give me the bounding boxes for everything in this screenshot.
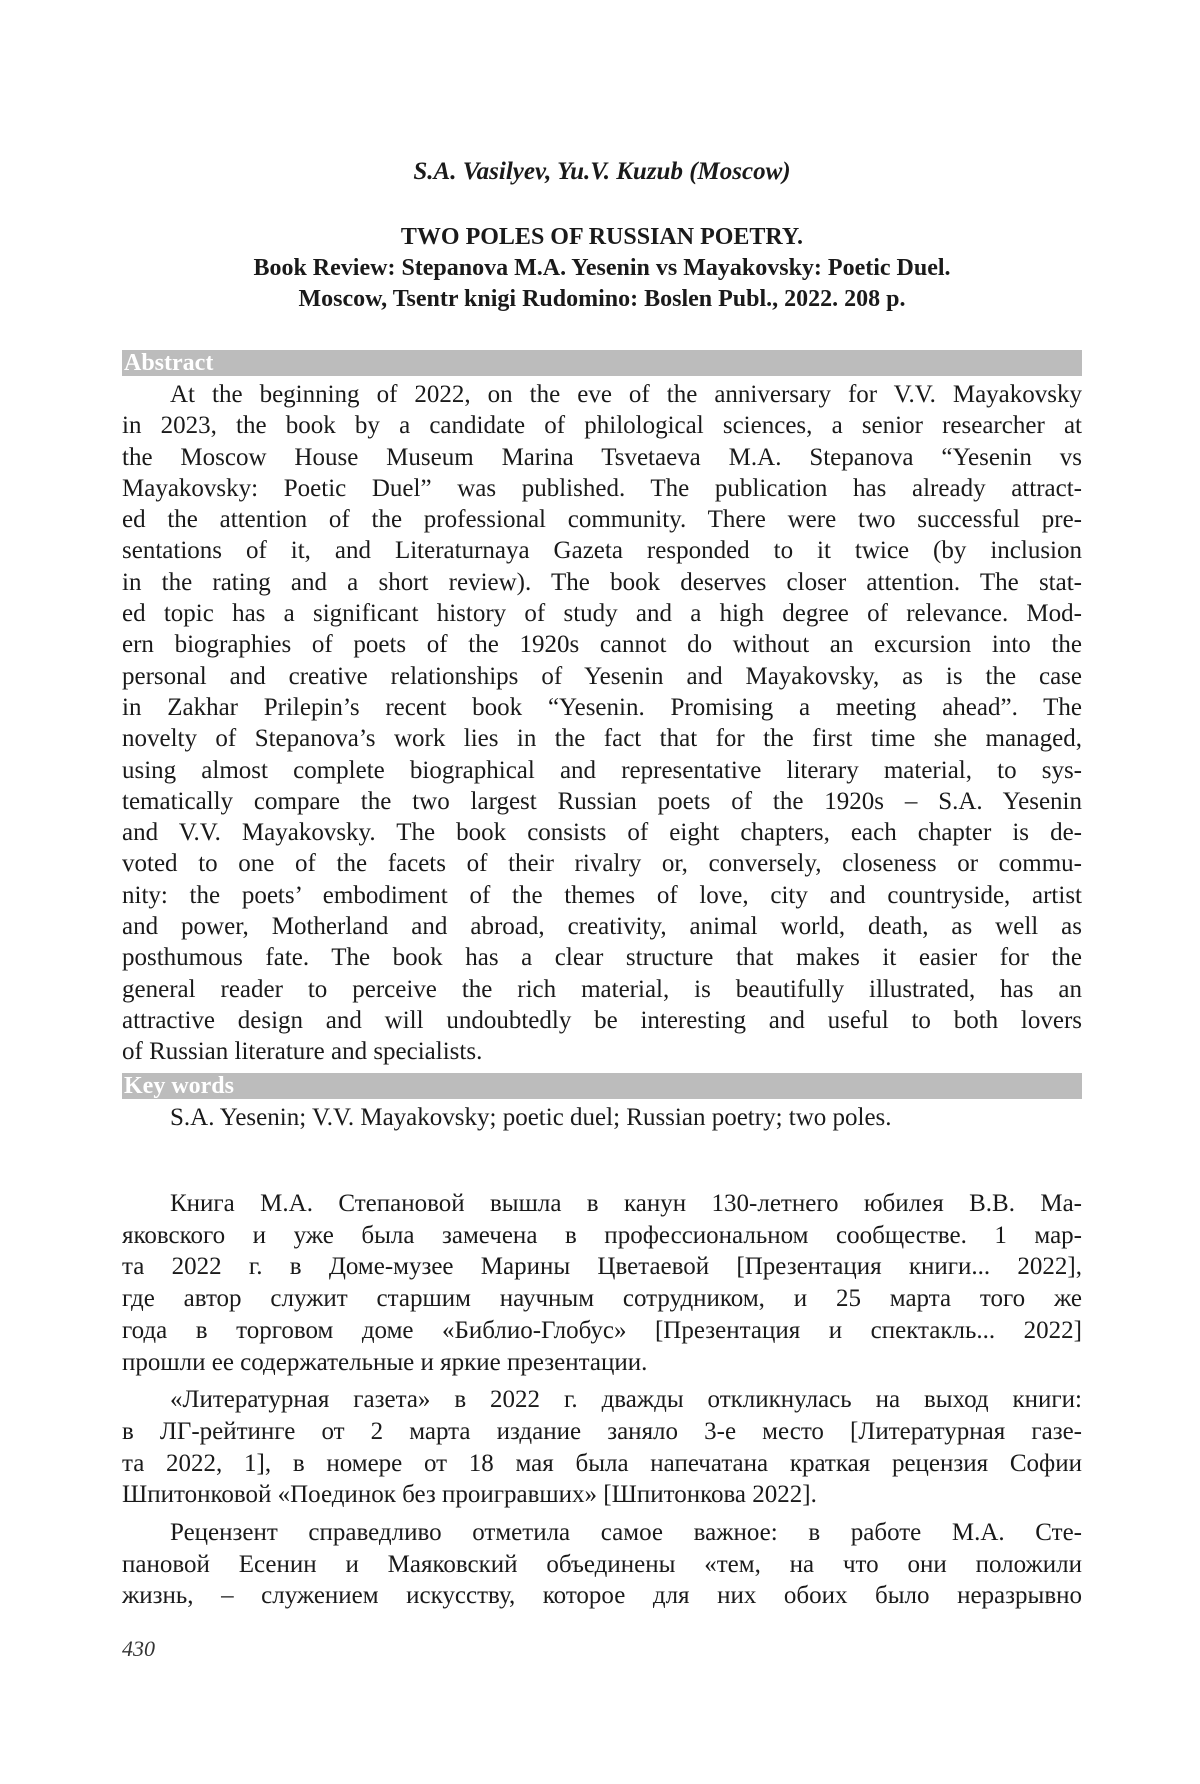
abstract-line: nity: the poets’ embodiment of the themes of love, city and countryside, artist — [122, 881, 1082, 909]
body-line: Шпитонковой «Поединок без проигравших» [Шпитонкова 2022]. — [122, 1481, 817, 1509]
abstract-line: personal and creative relationships of Yesenin and Mayakovsky, as is the case — [122, 662, 1082, 690]
article-authors: S.A. Vasilyev, Yu.V. Kuzub (Moscow) — [413, 158, 791, 185]
abstract-line: voted to one of the facets of their rivalry or, conversely, closeness or commu- — [122, 850, 1082, 878]
body-line: пановой Есенин и Маяковский объединены «тем, на что они положили — [122, 1550, 1082, 1578]
body-line: жизнь, – служением искусству, которое для них обоих было неразрывно — [122, 1582, 1082, 1610]
title-line: TWO POLES OF RUSSIAN POETRY. — [400, 224, 804, 250]
abstract-text — [122, 379, 1082, 1068]
abstract-line: and power, Motherland and abroad, creativity, animal world, death, as well as — [122, 913, 1082, 941]
body-line: яковского и уже была замечена в профессиональном сообществе. 1 мар- — [122, 1221, 1082, 1249]
abstract-line: attractive design and will undoubtedly be interesting and useful to both lovers — [122, 1006, 1082, 1034]
abstract-line: posthumous fate. The book has a clear structure that makes it easier for the — [122, 944, 1082, 972]
article-title — [122, 222, 1082, 315]
abstract-line: ed topic has a significant history of study and a high degree of relevance. Mod- — [122, 600, 1082, 628]
abstract-line: the Moscow House Museum Marina Tsvetaeva M.A. Stepanova “Yesenin vs — [122, 443, 1082, 471]
body-paragraph — [122, 1517, 1082, 1612]
keywords-text: S.A. Yesenin; V.V. Mayakovsky; poetic duel; Russian poetry; two poles. — [170, 1104, 892, 1131]
abstract-line: using almost complete biographical and representative literary material, to sys- — [122, 756, 1082, 784]
abstract-line: in Zakhar Prilepin’s recent book “Yesenin. Promising a meeting ahead”. The — [122, 693, 1082, 721]
page-number: 430 — [122, 1636, 155, 1661]
body-paragraph — [122, 1384, 1082, 1511]
abstract-line: At the beginning of 2022, on the eve of the anniversary for V.V. Mayakovsky — [170, 381, 1082, 408]
body-line: в ЛГ-рейтинге от 2 марта издание заняло 3-е место [Литературная газе- — [122, 1417, 1082, 1445]
title-line: Book Review: Stepanova M.A. Yesenin vs Mayakovsky: Poetic Duel. — [253, 255, 951, 281]
abstract-line: in 2023, the book by a candidate of philological sciences, a senior researcher at — [122, 412, 1082, 440]
abstract-line: novelty of Stepanova’s work lies in the fact that for the first time she managed, — [122, 725, 1082, 753]
abstract-line: Mayakovsky: Poetic Duel” was published. The publication has already attract- — [122, 474, 1082, 502]
body-line: года в торговом доме «Библио-Глобус» [Презентация и спектакль... 2022] — [122, 1316, 1082, 1344]
abstract-line: ed the attention of the professional community. There were two successful pre- — [122, 506, 1082, 534]
body-line: Книга М.А. Степановой вышла в канун 130-летнего юбилея В.В. Ма- — [170, 1190, 1082, 1217]
abstract-line: and V.V. Mayakovsky. The book consists of eight chapters, each chapter is de- — [122, 819, 1082, 847]
body-line: прошли ее содержательные и яркие презентации. — [122, 1348, 648, 1376]
article-body — [122, 1188, 1082, 1618]
abstract-line: of Russian literature and specialists. — [122, 1038, 483, 1066]
body-line: та 2022, 1], в номере от 18 мая была напечатана краткая рецензия Софии — [122, 1449, 1082, 1477]
body-line: Рецензент справедливо отметила самое важное: в работе М.А. Сте- — [170, 1519, 1082, 1547]
abstract-line: tematically compare the two largest Russian poets of the 1920s – S.A. Yesenin — [122, 787, 1082, 815]
abstract-heading: Abstract — [122, 350, 1082, 376]
title-line: Moscow, Tsentr knigi Rudomino: Boslen Publ., 2022. 208 p. — [298, 286, 906, 312]
body-line: та 2022 г. в Доме-музее Марины Цветаевой [Презентация книги... 2022], — [122, 1253, 1082, 1281]
abstract-line: ern biographies of poets of the 1920s cannot do without an excursion into the — [122, 631, 1082, 659]
body-paragraph — [122, 1188, 1082, 1378]
abstract-line: in the rating and a short review). The book deserves closer attention. The stat- — [122, 568, 1082, 596]
abstract-line: general reader to perceive the rich material, is beautifully illustrated, has an — [122, 975, 1082, 1003]
abstract-line: sentations of it, and Literaturnaya Gazeta responded to it twice (by inclusion — [122, 537, 1082, 565]
body-line: «Литературная газета» в 2022 г. дважды откликнулась на выход книги: — [170, 1386, 1082, 1414]
body-line: где автор служит старшим научным сотрудником, и 25 марта того же — [122, 1285, 1082, 1313]
keywords-heading: Key words — [122, 1073, 1082, 1099]
